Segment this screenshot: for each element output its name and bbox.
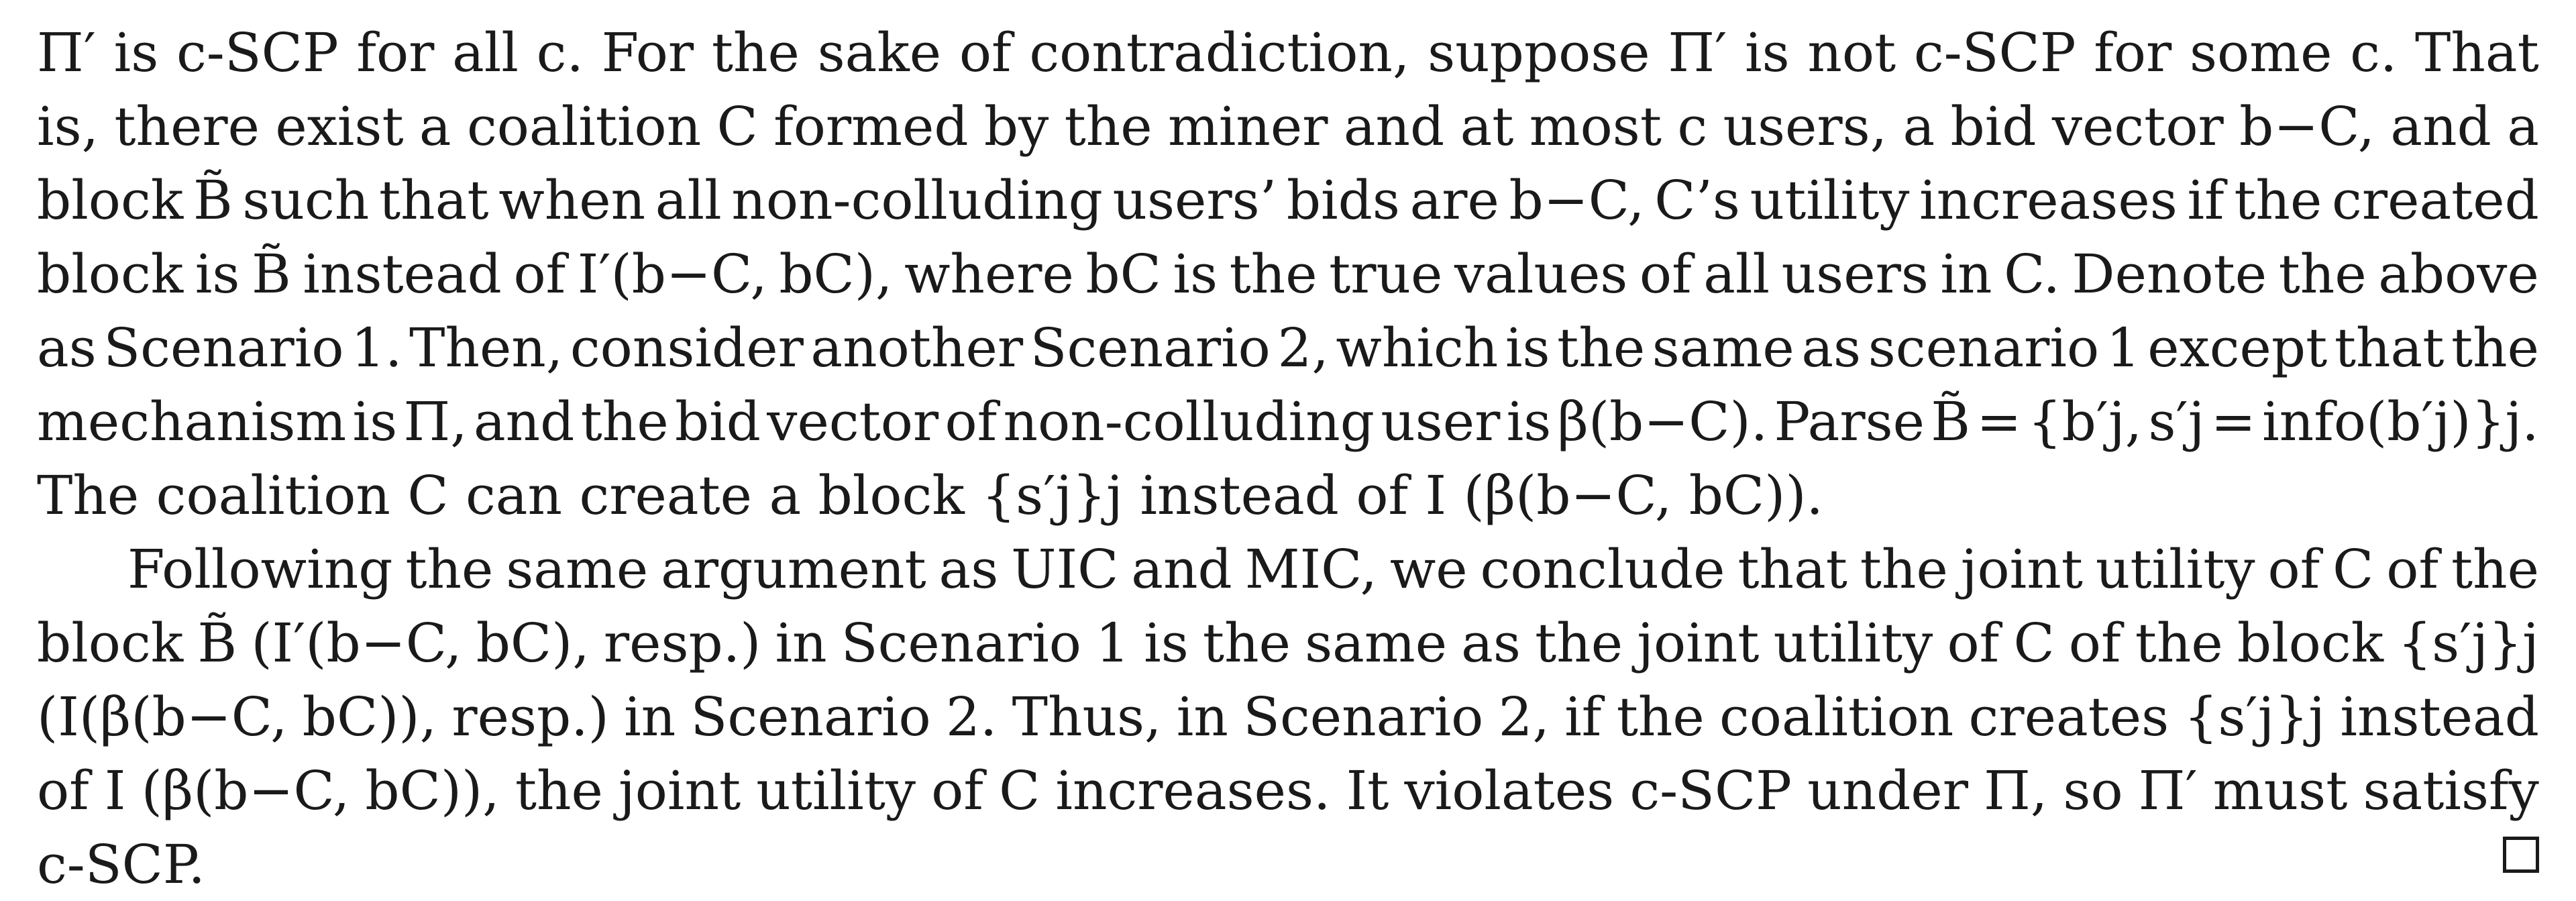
text-line: block B̃ such that when all non-colluding users’ bids are b−C, C’s utility increases if the created xyxy=(37,169,2539,231)
text-line: Π′ is c-SCP for all c. For the sake of contradiction, suppose Π′ is not c-SCP for some c. That xyxy=(37,21,2539,84)
text-line: The coalition C can create a block {s′j}j instead of I (β(b−C, bC)). xyxy=(37,464,1823,527)
text-line: as Scenario 1. Then, consider another Scenario 2, which is the same as scenario 1 except that the xyxy=(37,317,2539,379)
text-line: is, there exist a coalition C formed by the miner and at most c users, a bid vector b−C, and a xyxy=(37,95,2539,158)
qed-box-icon xyxy=(2503,837,2539,873)
text-line: (I(β(b−C, bC)), resp.) in Scenario 2. Thus, in Scenario 2, if the coalition creates {s′j}j instead xyxy=(37,686,2539,748)
text-line: of I (β(b−C, bC)), the joint utility of C increases. It violates c-SCP under Π, so Π′ must satisfy xyxy=(37,759,2539,822)
text-line: block B̃ (I′(b−C, bC), resp.) in Scenario 1 is the same as the joint utility of C of the block {s′j}j xyxy=(37,612,2539,674)
text-line: block is B̃ instead of I′(b−C, bC), where bC is the true values of all users in C. Denote the above xyxy=(37,243,2539,305)
text-line: c-SCP. xyxy=(37,833,205,896)
text-line: mechanism is Π, and the bid vector of non-colluding user is β(b−C). Parse B̃ = {b′j, s′j = info(b′j)}j. xyxy=(37,390,2539,453)
proof-block xyxy=(37,17,2539,896)
text-line: Following the same argument as UIC and MIC, we conclude that the joint utility of C of the xyxy=(127,538,2539,600)
